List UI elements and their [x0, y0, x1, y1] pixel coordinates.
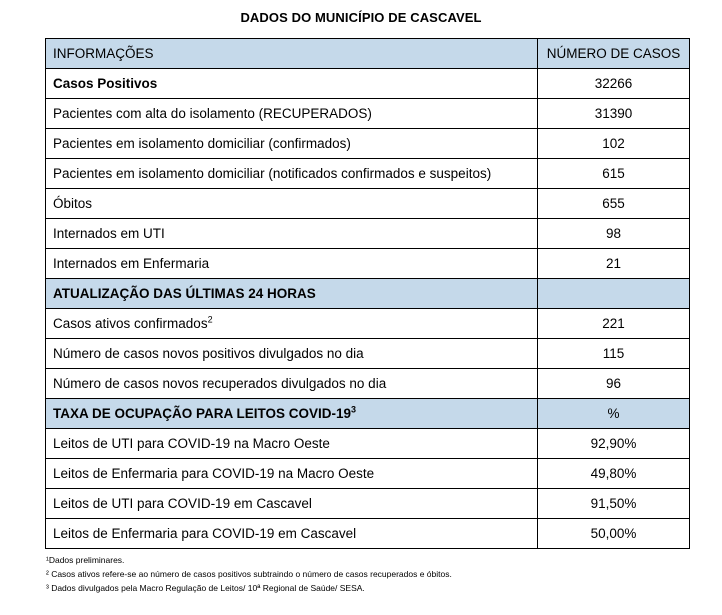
section-value: % [538, 399, 690, 429]
row-label: Leitos de Enfermaria para COVID-19 em Cascavel [46, 519, 538, 549]
row-value: 21 [538, 249, 690, 279]
row-label: Leitos de Enfermaria para COVID-19 na Macro Oeste [46, 459, 538, 489]
row-value: 615 [538, 159, 690, 189]
section-label: ATUALIZAÇÃO DAS ÚLTIMAS 24 HORAS [46, 279, 538, 309]
footnote-marker: 3 [351, 404, 357, 415]
table-row [46, 339, 690, 369]
table-row [46, 429, 690, 459]
row-label: Pacientes com alta do isolamento (RECUPERADOS) [46, 99, 538, 129]
table-row [46, 369, 690, 399]
row-value: 96 [538, 369, 690, 399]
row-value: 50,00% [538, 519, 690, 549]
table-row [46, 309, 690, 339]
table-row [46, 489, 690, 519]
row-value: 221 [538, 309, 690, 339]
row-value: 32266 [538, 69, 690, 99]
row-label: Internados em Enfermaria [46, 249, 538, 279]
row-value: 102 [538, 129, 690, 159]
section-label [46, 399, 538, 429]
covid-data-table [45, 38, 690, 549]
row-label: Pacientes em isolamento domiciliar (confirmados) [46, 129, 538, 159]
row-label: Óbitos [46, 189, 538, 219]
row-value: 92,90% [538, 429, 690, 459]
row-value: 655 [538, 189, 690, 219]
table-row [46, 249, 690, 279]
document-title: DADOS DO MUNICÍPIO DE CASCAVEL [240, 10, 482, 25]
row-label: Número de casos novos positivos divulgados no dia [46, 339, 538, 369]
row-label: Número de casos novos recuperados divulgados no dia [46, 369, 538, 399]
row-label-text: Casos ativos confirmados [53, 316, 208, 331]
footnote: ² Casos ativos refere-se ao número de casos positivos subtraindo o número de casos recuperados e óbitos. [46, 569, 452, 579]
section-label-text: TAXA DE OCUPAÇÃO PARA LEITOS COVID-19 [53, 406, 352, 421]
table-row [46, 459, 690, 489]
row-label [46, 309, 538, 339]
row-value: 31390 [538, 99, 690, 129]
footnotes [46, 553, 452, 595]
row-label: Leitos de UTI para COVID-19 na Macro Oeste [46, 429, 538, 459]
table-row [46, 69, 690, 99]
row-value: 91,50% [538, 489, 690, 519]
header-informacoes: INFORMAÇÕES [46, 39, 538, 69]
row-value: 49,80% [538, 459, 690, 489]
table-row [46, 99, 690, 129]
footnote-marker: 2 [207, 314, 213, 325]
table-row [46, 519, 690, 549]
section-value [538, 279, 690, 309]
header-numero-de-casos: NÚMERO DE CASOS [538, 39, 690, 69]
row-label: Casos Positivos [46, 69, 538, 99]
row-value: 115 [538, 339, 690, 369]
section-header-24h [46, 279, 690, 309]
table-row [46, 129, 690, 159]
table-row [46, 159, 690, 189]
table-header-row [46, 39, 690, 69]
table-row [46, 189, 690, 219]
row-label: Leitos de UTI para COVID-19 em Cascavel [46, 489, 538, 519]
footnote: ³ Dados divulgados pela Macro Regulação de Leitos/ 10ª Regional de Saúde/ SESA. [46, 583, 365, 593]
section-header-leitos [46, 399, 690, 429]
row-label: Pacientes em isolamento domiciliar (notificados confirmados e suspeitos) [46, 159, 538, 189]
row-value: 98 [538, 219, 690, 249]
row-label: Internados em UTI [46, 219, 538, 249]
footnote: ¹Dados preliminares. [46, 555, 125, 565]
table-row [46, 219, 690, 249]
